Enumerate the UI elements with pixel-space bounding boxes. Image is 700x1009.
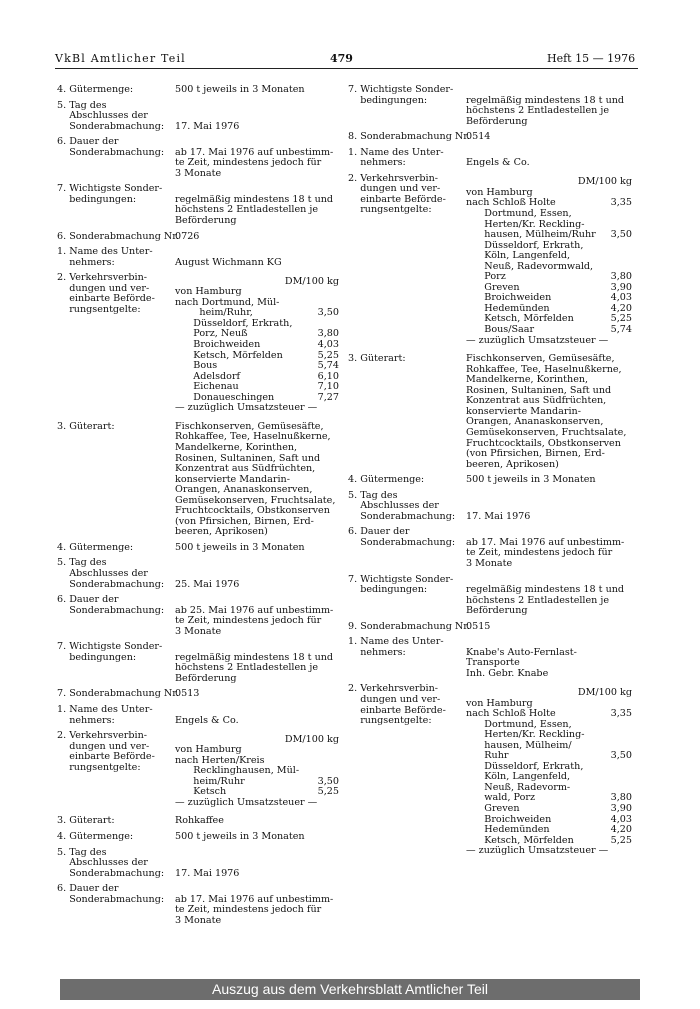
fare-price: 4,03 xyxy=(610,292,632,304)
item-label: 5. Tag des Abschlusses der Sonderabmachung: xyxy=(57,99,165,132)
fare-price xyxy=(602,772,632,783)
fare-route: von Hamburg xyxy=(466,186,533,198)
fare-unit: DM/100 kg xyxy=(284,275,339,287)
fare-price: 7,10 xyxy=(317,381,339,393)
fare-price: 3,50 xyxy=(317,307,339,319)
item-label: 1. Name des Unter- nehmers: xyxy=(348,146,444,169)
fare-price: 5,25 xyxy=(610,313,632,325)
fare-route: Eichenau xyxy=(175,381,239,393)
fare-price xyxy=(608,846,632,857)
item-entry xyxy=(57,543,339,554)
fare-route: Greven xyxy=(466,803,520,814)
fare-route: Broichweiden xyxy=(466,292,552,304)
page-number: 479 xyxy=(330,52,353,65)
fare-price: 3,90 xyxy=(610,803,632,814)
item-entry xyxy=(348,354,632,470)
fare-route: heim/Ruhr xyxy=(175,775,245,787)
item-entry xyxy=(57,816,339,827)
item-entry xyxy=(57,422,339,538)
item-entry xyxy=(57,137,339,179)
item-label: 2. Verkehrsverbin- dungen und ver- einbarte Beförde- rungsentgelte: xyxy=(57,730,155,773)
fare-row xyxy=(466,804,632,815)
fare-price: 3,80 xyxy=(610,792,632,804)
item-label: 1. Name des Unter- nehmers: xyxy=(57,703,153,726)
fare-price: 5,25 xyxy=(610,834,632,846)
agreement-number: 0515 xyxy=(466,620,491,632)
item-entry xyxy=(57,595,339,637)
item-label: 6. Dauer der Sonderabmachung: xyxy=(57,136,165,158)
item-label: 4. Gütermenge: xyxy=(57,84,134,95)
agreement-heading xyxy=(57,232,339,243)
item-label: 6. Dauer der Sonderabmachung: xyxy=(57,594,165,616)
fare-route: nach Dortmund, Mül- xyxy=(175,296,280,308)
item-entry xyxy=(348,527,632,569)
item-value: 500 t jeweils in 3 Monaten xyxy=(466,474,596,486)
item-label: 3. Güterart: xyxy=(348,353,406,365)
item-label: 1. Name des Unter- nehmers: xyxy=(57,246,153,268)
issue-label: Heft 15 — 1976 xyxy=(547,52,636,65)
fare-price xyxy=(602,209,632,220)
fare-route: von Hamburg xyxy=(466,697,533,709)
fare-route: Ketsch, Mörfelden xyxy=(466,313,574,325)
fare-route: Adelsdorf xyxy=(175,370,241,382)
fare-route: Düsseldorf, Erkrath, xyxy=(466,760,584,772)
fare-price xyxy=(309,745,339,756)
fare-price xyxy=(309,287,339,298)
item-label: 6. Dauer der Sonderabmachung: xyxy=(57,883,165,905)
fare-price: 5,74 xyxy=(317,360,339,372)
right-column xyxy=(348,85,632,865)
item-value: Rohkaffee xyxy=(175,815,224,827)
item-entry xyxy=(57,184,339,226)
fare-price: 7,27 xyxy=(317,391,339,403)
fare-route: — zuzüglich Umsatzsteuer — xyxy=(466,334,609,346)
fare-price: 5,74 xyxy=(610,324,632,336)
fare-price: 3,35 xyxy=(610,708,632,720)
fare-route: Ketsch, Mörfelden xyxy=(466,834,574,846)
fare-price xyxy=(602,762,632,773)
item-value: August Wichmann KG xyxy=(175,256,282,268)
fare-price: 5,25 xyxy=(317,349,339,361)
fare-route: Ketsch, Mörfelden xyxy=(175,349,283,361)
fare-route: Bous/Saar xyxy=(466,324,535,336)
item-label: 7. Wichtigste Sonder- bedingungen: xyxy=(348,84,454,106)
item-entry xyxy=(348,491,632,523)
item-value: regelmäßig mindestens 18 t und höchstens 2 Entladestellen je Beförderung xyxy=(466,94,625,127)
fare-row xyxy=(175,798,339,809)
fare-route: Ketsch xyxy=(175,786,227,798)
fare-price: 3,80 xyxy=(317,328,339,340)
agreement-heading xyxy=(348,622,632,633)
fare-route: Porz xyxy=(466,271,506,283)
item-entry xyxy=(57,848,339,880)
item-value: 500 t jeweils in 3 Monaten xyxy=(175,831,305,842)
fare-route: — zuzüglich Umsatzsteuer — xyxy=(175,796,318,808)
fare-price: 6,10 xyxy=(317,370,339,382)
fare-route: nach Schloß Holte xyxy=(466,708,556,720)
item-entry xyxy=(57,884,339,926)
fare-route: Herten/Kr. Reckling- xyxy=(466,729,585,741)
item-label: 7. Wichtigste Sonder- bedingungen: xyxy=(348,573,454,596)
fare-price xyxy=(317,798,339,809)
item-value: Fischkonserven, Gemüsesäfte, Rohkaffee, Tee, Haselnußkerne, Mandelkerne, Korinthen, Rosinen, Sultaninen, Saft und Konzentrat aus Südfrüchten, konservierte Mandarin- Orangen, Ananaskonserven, Gemüsekonserven, Fruchtsalate, Fruchtcocktails, Obstkonserven (von Pfirsichen, Birnen, Erd- beeren, Aprikosen) xyxy=(175,420,336,538)
fare-route: von Hamburg xyxy=(175,744,242,756)
item-entry xyxy=(57,642,339,684)
fare-route: Köln, Langenfeld, xyxy=(466,771,571,783)
left-column xyxy=(57,85,339,931)
item-value: Engels & Co. xyxy=(466,157,530,169)
fare-price: 3,35 xyxy=(610,197,632,209)
item-entry xyxy=(348,475,632,486)
running-header-title: VkBl Amtlicher Teil xyxy=(55,52,186,65)
fare-price xyxy=(317,403,339,414)
fare-price xyxy=(602,241,632,252)
item-value: ab 17. Mai 1976 auf unbestimm- te Zeit, mindestens jedoch für 3 Monate xyxy=(175,146,334,179)
fare-route: — zuzüglich Umsatzsteuer — xyxy=(175,402,318,414)
fare-table xyxy=(175,735,339,809)
agreement-heading xyxy=(57,689,339,700)
footer-banner: Auszug aus dem Verkehrsblatt Amtlicher Teil xyxy=(60,979,640,1000)
fare-unit: DM/100 kg xyxy=(577,686,632,698)
item-label: 2. Verkehrsverbin- dungen und ver- einbarte Beförde- rungsentgelte: xyxy=(57,272,155,315)
fare-route: Bous xyxy=(175,360,218,372)
item-value: regelmäßig mindestens 18 t und höchstens 2 Entladestellen je Beförderung xyxy=(175,651,334,684)
fare-price: 3,90 xyxy=(610,281,632,293)
item-label: 1. Name des Unter- nehmers: xyxy=(348,636,444,658)
fare-price: 3,50 xyxy=(610,750,632,762)
item-value: ab 17. Mai 1976 auf unbestimm- te Zeit, mindestens jedoch für 3 Monate xyxy=(175,893,334,926)
item-value xyxy=(175,273,339,284)
agreement-number: 0726 xyxy=(175,230,200,242)
fare-route: Düsseldorf, Erkrath, xyxy=(466,239,584,251)
fare-route: Porz, Neuß xyxy=(175,328,248,340)
item-value: ab 17. Mai 1976 auf unbestimm- te Zeit, mindestens jedoch für 3 Monate xyxy=(466,536,625,569)
fare-row xyxy=(175,340,339,351)
item-label: 6. Dauer der Sonderabmachung: xyxy=(348,526,456,548)
item-entry xyxy=(57,247,339,268)
fare-route: Broichweiden xyxy=(175,339,261,351)
fare-price xyxy=(608,336,632,347)
header-rule xyxy=(55,68,638,69)
item-value: regelmäßig mindestens 18 t und höchstens 2 Entladestellen je Beförderung xyxy=(175,193,334,227)
item-value: ab 25. Mai 1976 auf unbestimm- te Zeit, mindestens jedoch für 3 Monate xyxy=(175,604,334,637)
item-value: Fischkonserven, Gemüsesäfte, Rohkaffee, Tee, Haselnußkerne, Mandelkerne, Korinthen, Rosinen, Sultaninen, Saft und Konzentrat aus Südfrüchten, konservierte Mandarin- Orangen, Ananaskonserven, Gemüsekonserven, Fruchtsalate, Fruchtcocktails, Obstkonserven (von Pfirsichen, Birnen, Erd- beeren, Aprikosen) xyxy=(466,353,627,470)
fare-route: Herten/Kr. Reckling- xyxy=(466,218,585,230)
fare-price xyxy=(602,730,632,741)
fare-route: nach Schloß Holte xyxy=(466,197,556,209)
item-entry xyxy=(57,101,339,133)
item-value: 17. Mai 1976 xyxy=(466,510,531,522)
agreement-heading-label: 8. Sonderabmachung Nr. xyxy=(348,131,470,143)
item-label: 2. Verkehrsverbin- dungen und ver- einbarte Beförde- rungsentgelte: xyxy=(348,683,446,727)
item-value xyxy=(175,731,339,742)
fare-table xyxy=(466,177,632,346)
agreement-heading-label: 9. Sonderabmachung Nr. xyxy=(348,620,470,632)
fare-unit: DM/100 kg xyxy=(284,733,339,745)
item-label: 4. Gütermenge: xyxy=(348,474,425,486)
item-value xyxy=(466,684,632,695)
agreement-heading-label: 6. Sonderabmachung Nr. xyxy=(57,230,179,242)
fare-route: Neuß, Radevorm- xyxy=(466,781,571,793)
item-label: 5. Tag des Abschlusses der Sonderabmachung: xyxy=(57,846,165,879)
item-value: 500 t jeweils in 3 Monaten xyxy=(175,84,305,95)
item-value: Knabe's Auto-Fernlast- Transporte Inh. Gebr. Knabe xyxy=(466,646,577,679)
item-entry xyxy=(348,148,632,169)
item-value: 17. Mai 1976 xyxy=(175,867,240,879)
item-entry xyxy=(348,85,632,127)
fare-route: Broichweiden xyxy=(466,813,552,825)
fare-route: hausen, Mülheim/Ruhr xyxy=(466,229,596,241)
fare-route: Dortmund, Essen, xyxy=(466,208,572,220)
fare-price: 3,80 xyxy=(610,271,632,283)
item-label: 7. Wichtigste Sonder- bedingungen: xyxy=(57,641,163,663)
fare-price: 4,03 xyxy=(610,813,632,825)
fare-route: Neuß, Radevormwald, xyxy=(466,260,594,272)
fare-price: 5,25 xyxy=(317,786,339,798)
item-label: 5. Tag des Abschlusses der Sonderabmachung: xyxy=(57,557,165,590)
fare-route: Düsseldorf, Erkrath, xyxy=(175,317,293,329)
item-entry xyxy=(57,85,339,96)
fare-row xyxy=(466,209,632,220)
item-entry xyxy=(57,705,339,726)
fare-route: Ruhr xyxy=(466,750,509,762)
fare-price xyxy=(309,756,339,767)
fare-route: wald, Porz xyxy=(466,792,536,804)
item-entry xyxy=(348,637,632,679)
item-label: 3. Güterart: xyxy=(57,420,115,432)
item-label: 4. Gütermenge: xyxy=(57,831,134,842)
agreement-number: 0514 xyxy=(466,131,491,143)
fare-price: 4,03 xyxy=(317,339,339,351)
fare-route: Köln, Langenfeld, xyxy=(466,250,571,262)
agreement-number: 0513 xyxy=(175,688,200,700)
item-label: 3. Güterart: xyxy=(57,815,115,827)
fare-route: Hedemünden xyxy=(466,302,550,314)
fare-route: Donaueschingen xyxy=(175,391,275,403)
item-value: regelmäßig mindestens 18 t und höchstens 2 Entladestellen je Beförderung xyxy=(466,584,625,617)
item-entry xyxy=(57,832,339,843)
fare-row xyxy=(175,403,339,414)
item-value: 500 t jeweils in 3 Monaten xyxy=(175,541,305,553)
fare-route: heim/Ruhr, xyxy=(175,307,253,319)
item-label: 7. Wichtigste Sonder- bedingungen: xyxy=(57,183,163,205)
fare-route: Hedemünden xyxy=(466,824,550,836)
fare-price: 4,20 xyxy=(610,824,632,836)
item-label: 2. Verkehrsverbin- dungen und ver- einbarte Beförde- rungsentgelte: xyxy=(348,172,446,216)
fare-route: Greven xyxy=(466,281,520,293)
agreement-heading-label: 7. Sonderabmachung Nr. xyxy=(57,688,179,700)
fare-route: hausen, Mülheim/ xyxy=(466,739,572,751)
item-entry xyxy=(348,575,632,617)
fare-route: — zuzüglich Umsatzsteuer — xyxy=(466,845,609,857)
item-entry xyxy=(57,558,339,590)
fare-table xyxy=(175,277,339,414)
fare-price xyxy=(602,251,632,262)
fare-route: Recklinghausen, Mül- xyxy=(175,765,300,777)
item-label: 4. Gütermenge: xyxy=(57,541,134,553)
item-value: 17. Mai 1976 xyxy=(175,120,240,132)
fare-table xyxy=(466,688,632,857)
fare-row xyxy=(466,846,632,857)
fare-price xyxy=(602,720,632,731)
item-value: 25. Mai 1976 xyxy=(175,578,240,590)
item-value: Engels & Co. xyxy=(175,714,239,726)
item-label: 5. Tag des Abschlusses der Sonderabmachung: xyxy=(348,489,456,522)
fare-row xyxy=(466,325,632,336)
item-value xyxy=(466,174,632,185)
fare-price: 3,50 xyxy=(317,775,339,787)
fare-route: nach Herten/Kreis xyxy=(175,754,265,766)
fare-price: 3,50 xyxy=(610,229,632,241)
fare-route: von Hamburg xyxy=(175,286,242,298)
fare-unit: DM/100 kg xyxy=(577,176,632,188)
fare-price: 4,20 xyxy=(610,302,632,314)
fare-row xyxy=(466,336,632,347)
fare-route: Dortmund, Essen, xyxy=(466,718,572,730)
agreement-heading xyxy=(348,132,632,143)
